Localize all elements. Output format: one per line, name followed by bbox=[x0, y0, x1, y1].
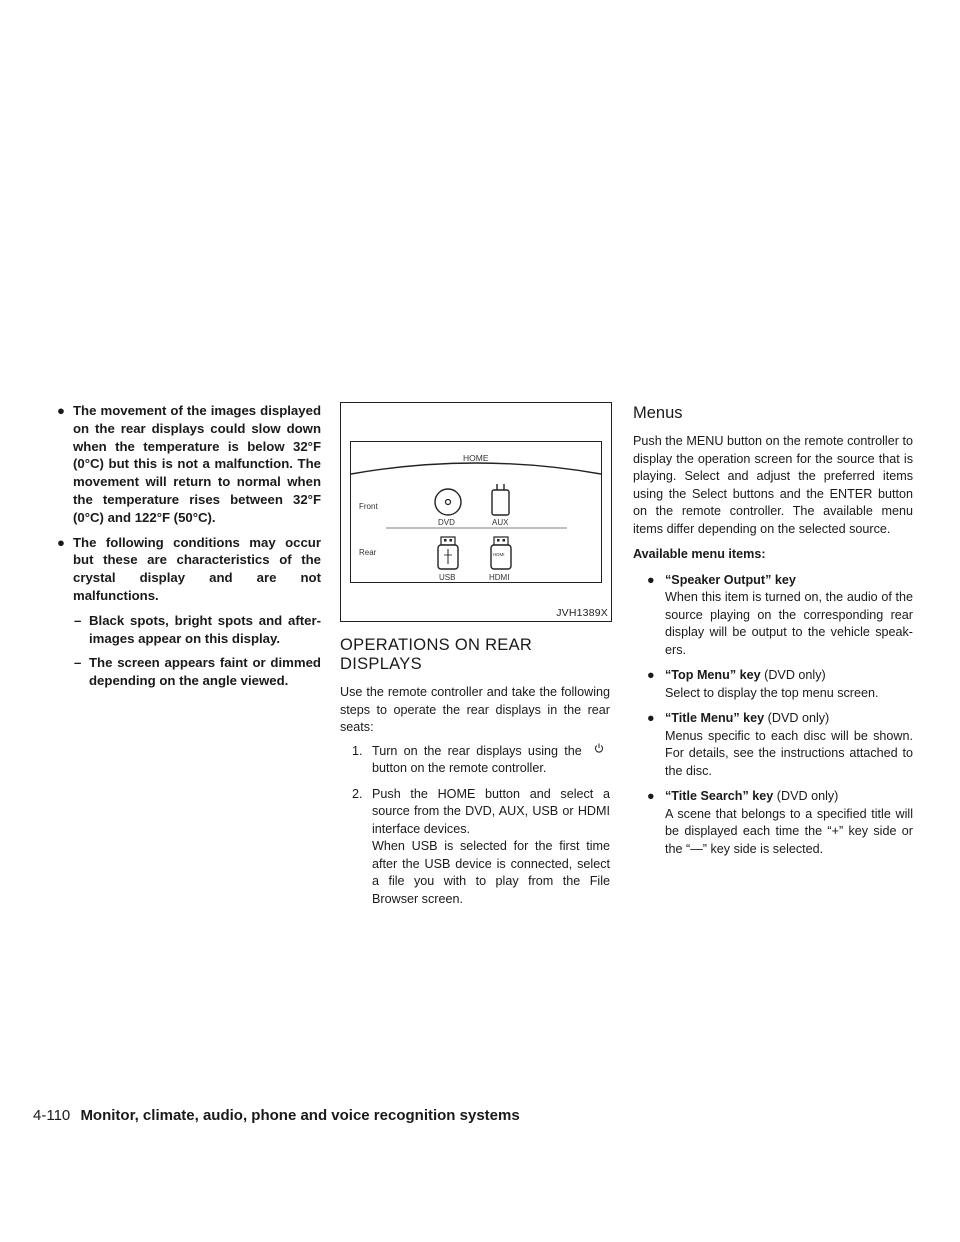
menu-item-note: (DVD only) bbox=[767, 711, 830, 725]
rear-label: Rear bbox=[359, 548, 377, 557]
menus-intro: Push the MENU button on the remote controller to display the operation screen for the source that is playing. Select and adjust the preferred items using the Select buttons and the ENTER button on the remote controller. The available menu items differ depending on the selected source. bbox=[633, 434, 913, 536]
dash-item-faint bbox=[33, 654, 321, 690]
step-2-text-a: Push the HOME button and select a source from the DVD, AUX, USB or HDMI interface devices. bbox=[372, 786, 610, 836]
menu-item-key: “Speaker Output” key bbox=[665, 572, 796, 587]
menu-item-speaker-output bbox=[633, 572, 913, 660]
dash-item-spots bbox=[33, 612, 321, 648]
screen-artwork bbox=[351, 442, 601, 582]
hdmi-badge-label: HDMI bbox=[493, 552, 505, 557]
bullet-marker: ● bbox=[647, 789, 655, 803]
step-number: 1. bbox=[352, 743, 363, 758]
bullet-text: The movement of the images displayed on the rear displays could slow down when the temperature is below 32°F (0°C) but this is not a malfunction. The movement will return to normal when the temperature rises between 32°F (0°C) and 122°F (50°C). bbox=[73, 403, 321, 525]
aux-label: AUX bbox=[492, 518, 509, 527]
available-items-heading: Available menu items: bbox=[633, 547, 766, 561]
menu-item-title-search bbox=[633, 788, 913, 858]
middle-column bbox=[340, 402, 610, 916]
menu-item-top-menu bbox=[633, 667, 913, 702]
screen-arc bbox=[351, 463, 601, 474]
dash-marker: – bbox=[74, 612, 82, 628]
home-label: HOME bbox=[463, 453, 489, 463]
power-icon bbox=[594, 743, 604, 753]
bullet-marker: ● bbox=[647, 668, 655, 682]
menus-heading: Menus bbox=[633, 404, 683, 422]
dvd-label: DVD bbox=[438, 518, 455, 527]
front-label: Front bbox=[359, 502, 378, 511]
aux-plug-icon bbox=[492, 484, 509, 515]
bullet-marker: ● bbox=[57, 403, 65, 418]
menu-item-desc: A scene that belongs to a specified title will be displayed each time the “+” key side or the “—” key side is selected. bbox=[665, 806, 913, 856]
dash-marker: – bbox=[74, 655, 82, 671]
menu-item-desc: When this item is turned on, the audio of the source playing on the corresponding rear display will be output to the vehicle speak-ers. bbox=[665, 590, 913, 657]
menu-item-key: “Top Menu” key bbox=[665, 668, 761, 682]
usb-label: USB bbox=[439, 573, 456, 582]
step-number: 2. bbox=[352, 786, 363, 801]
dvd-disc-icon bbox=[435, 489, 461, 515]
left-column bbox=[33, 402, 321, 697]
menu-item-note: (DVD only) bbox=[776, 789, 839, 803]
bullet-marker: ● bbox=[647, 711, 655, 725]
bullet-text: The following conditions may occur but these are characteristics of the crystal display and are not malfunctions. bbox=[73, 534, 321, 603]
step-1-text-a: Turn on the rear displays using the bbox=[372, 743, 582, 758]
dash-text: Black spots, bright spots and after-images appear on this display. bbox=[89, 612, 321, 646]
page-footer bbox=[33, 1107, 520, 1124]
figure-id: JVH1389X bbox=[556, 607, 608, 619]
operations-intro: Use the remote controller and take the following steps to operate the rear displays in the rear seats: bbox=[340, 685, 610, 734]
bullet-temperature bbox=[33, 402, 321, 527]
right-column bbox=[633, 402, 913, 866]
step-2-text-b: When USB is selected for the first time after the USB device is connected, select a file you with to play from the File Browser screen. bbox=[372, 839, 610, 906]
page-number: 4-110 bbox=[33, 1107, 71, 1124]
bullet-conditions bbox=[33, 534, 321, 605]
menu-item-key: “Title Search” key bbox=[665, 789, 774, 803]
menu-item-key: “Title Menu” key bbox=[665, 711, 765, 725]
rear-display-screen bbox=[350, 441, 602, 583]
chapter-title: Monitor, climate, audio, phone and voice recognition systems bbox=[80, 1107, 520, 1124]
menu-item-title-menu bbox=[633, 710, 913, 780]
bullet-marker: ● bbox=[57, 534, 65, 550]
step-2 bbox=[340, 786, 610, 909]
usb-stick-icon bbox=[438, 537, 458, 569]
menu-item-desc: Select to display the top menu screen. bbox=[665, 685, 879, 700]
hdmi-label: HDMI bbox=[489, 573, 510, 582]
menu-item-desc: Menus specific to each disc will be shown. For details, see the instructions attached to the disc. bbox=[665, 728, 913, 778]
operations-heading: OPERATIONS ON REAR DISPLAYS bbox=[340, 636, 533, 673]
dash-text: The screen appears faint or dimmed depending on the angle viewed. bbox=[89, 655, 321, 689]
menu-item-note: (DVD only) bbox=[764, 668, 826, 682]
bullet-marker: ● bbox=[647, 572, 655, 587]
home-screen-figure bbox=[340, 402, 612, 622]
step-1-text-b: button on the remote controller. bbox=[372, 761, 547, 775]
step-1 bbox=[340, 743, 610, 778]
